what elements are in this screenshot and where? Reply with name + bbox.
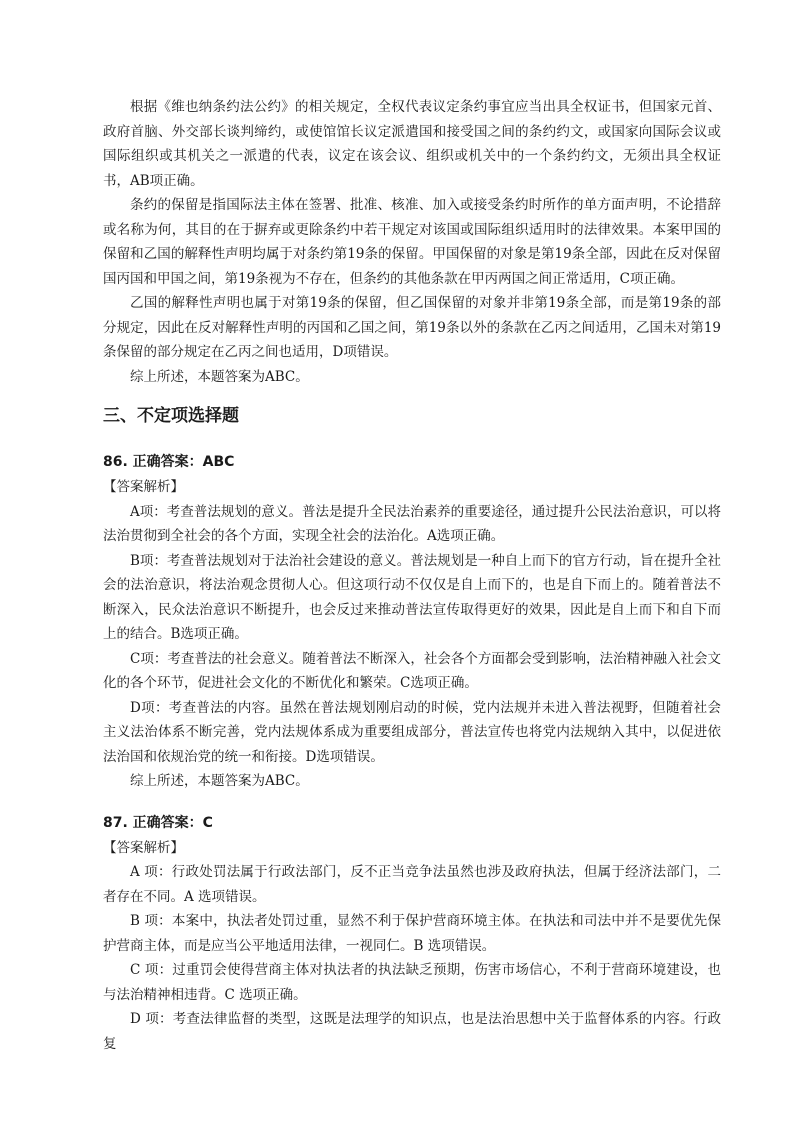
question-87-analysis-tag: 【答案解析】: [103, 839, 184, 856]
question-87-option-d: D 项：考查法律监督的类型，这既是法理学的知识点，也是法治思想中关于监督体系的内容。行政复: [103, 1011, 721, 1052]
question-86-heading: 86. 正确答案：ABC: [103, 454, 235, 470]
question-87-option-a: A 项：行政处罚法属于行政法部门，反不正当竞争法虽然也涉及政府执法，但属于经济法部门，二者存在不同。A 选项错误。: [103, 864, 721, 905]
question-87-option-b: B 项：本案中，执法者处罚过重，显然不利于保护营商环境主体。在执法和司法中并不是要优先保护营商主体，而是应当公平地适用法律，一视同仁。B 选项错误。: [103, 913, 721, 954]
question-86-option-a: A项：考查普法规划的意义。普法是提升全民法治素养的重要途径，通过提升公民法治意识，可以将法治贯彻到全社会的各个方面，实现全社会的法治化。A选项正确。: [103, 503, 721, 544]
question-86-option-c: C项：考查普法的社会意义。随着普法不断深入，社会各个方面都会受到影响，法治精神融入社会文化的各个环节，促进社会文化的不断优化和繁荣。C选项正确。: [103, 650, 721, 691]
question-86-analysis-tag: 【答案解析】: [103, 479, 184, 495]
document-page: [103, 95, 721, 1056]
question-87-option-c: C 项：过重罚会使得营商主体对执法者的执法缺乏预期，伤害市场信心，不利于营商环境建设，也与法治精神相违背。C 选项正确。: [103, 962, 721, 1003]
intro-paragraph-1: 根据《维也纳条约法公约》的相关规定，全权代表议定条约事宜应当出具全权证书，但国家元首、政府首脑、外交部长谈判缔约，或使馆馆长议定派遣国和接受国之间的条约约文，或国家向国际会议或国际组织或其机关之一派遣的代表，议定在该会议、组织或机关中的一个条约约文，无须出具全权证书，AB项正确。: [103, 99, 721, 189]
intro-summary: 综上所述，本题答案为ABC。: [130, 368, 309, 385]
intro-paragraph-2: 条约的保留是指国际法主体在签署、批准、核准、加入或接受条约时所作的单方面声明，不论措辞或名称为何，其目的在于摒弃或更除条约中若干规定对该国或国际组织适用时的法律效果。本案甲国的保留和乙国的解释性声明均属于对条约第19条的保留。甲国保留的对象是第19条全部，因此在反对保留国丙国和甲国之间，第19条视为不存在，但条约的其他条款在甲丙两国之间正常适用，C项正确。: [103, 197, 721, 287]
question-86-option-b: B项：考查普法规划对于法治社会建设的意义。普法规划是一种自上而下的官方行动，旨在提升全社会的法治意识，将法治观念贯彻人心。但这项行动不仅仅是自上而下的，也是自下而上的。随着普法不断深入，民众法治意识不断提升，也会反过来推动普法宣传取得更好的效果，因此是自上而下和自下而上的结合。B选项正确。: [103, 552, 721, 642]
question-86-summary: 综上所述，本题答案为ABC。: [130, 773, 309, 789]
section-title: 三、不定项选择题: [103, 406, 239, 426]
question-86-option-d: D项：考查普法的内容。虽然在普法规划刚启动的时候，党内法规并未进入普法视野，但随着社会主义法治体系不断完善，党内法规体系成为重要组成部分，普法宣传也将党内法规纳入其中，以促进依法治国和依规治党的统一和衔接。D选项错误。: [103, 699, 721, 765]
intro-paragraph-3: 乙国的解释性声明也属于对第19条的保留，但乙国保留的对象并非第19条全部，而是第19条的部分规定，因此在反对解释性声明的丙国和乙国之间，第19条以外的条款在乙丙之间适用，乙国未对第19条保留的部分规定在乙丙之间也适用，D项错误。: [103, 295, 721, 360]
question-87-heading: 87. 正确答案：C: [103, 814, 213, 831]
